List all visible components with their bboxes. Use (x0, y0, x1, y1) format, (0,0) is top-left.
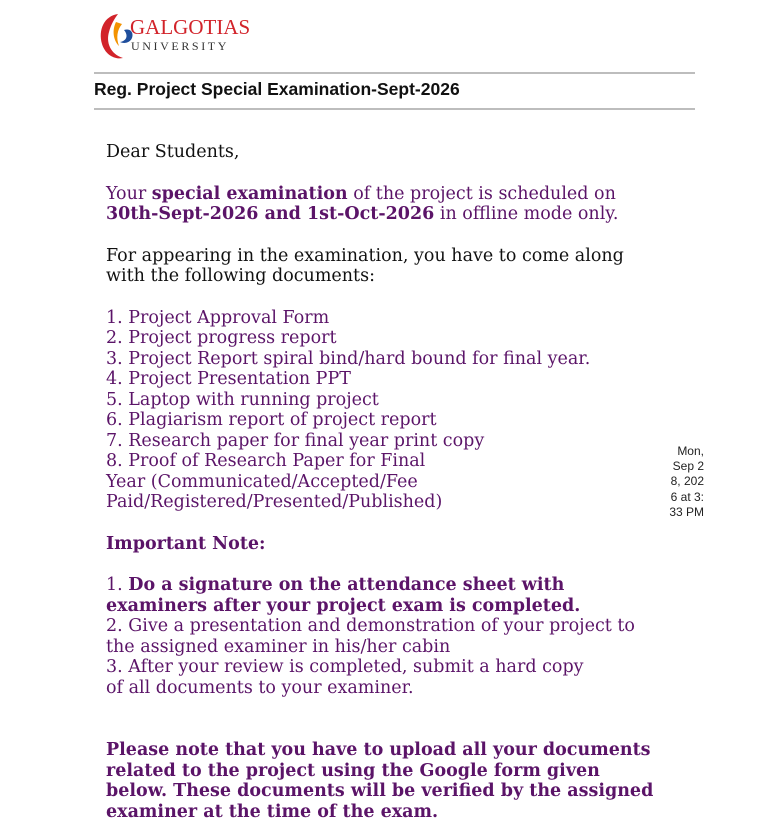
list-item: 4. Project Presentation PPT (106, 369, 351, 389)
important-notes (106, 575, 666, 698)
schedule-emphasis-dates: 30th-Sept-2026 and 1st-Oct-2026 (106, 204, 435, 224)
logo-text-main: GALGOTIAS (130, 15, 251, 39)
documents-list (106, 308, 666, 513)
logo-emblem-icon (101, 14, 133, 58)
header-divider-bottom (94, 108, 695, 110)
email-body (106, 142, 666, 822)
greeting: Dear Students, (106, 142, 240, 162)
list-item: 3. Project Report spiral bind/hard bound for final year. (106, 348, 591, 369)
schedule-emphasis-exam: special examination (151, 183, 348, 204)
note-item: 2. Give a presentation and demonstration of your project to the assigned examiner in his/her cabin (106, 616, 635, 657)
schedule-paragraph: Your special examination of the project is scheduled on 30th-Sept-2026 and 1st-Oct-2026 in offline mode only. (106, 183, 619, 224)
note-item: 3. After your review is completed, submit a hard copy of all documents to your examiner. (106, 657, 584, 698)
list-item: 8. Proof of Research Paper for Final Year (Communicated/Accepted/Fee Paid/Registered/Presented/Published) (106, 451, 443, 512)
intro-paragraph: For appearing in the examination, you have to come along with the following documents: (106, 245, 624, 286)
upload-instruction: Please note that you have to upload all your documents related to the project using the Google form given below. These documents will be verified by the assigned examiner at the time of the exam. (106, 740, 654, 822)
logo-text-sub: UNIVERSITY (131, 39, 229, 53)
list-item: 6. Plagiarism report of project report (106, 410, 437, 430)
university-logo (96, 8, 251, 64)
email-timestamp: Mon, Sep 28, 2026 at 3:33 PM (669, 444, 704, 519)
list-item: 1. Project Approval Form (106, 307, 330, 328)
important-note-heading: Important Note: (106, 533, 266, 554)
note-item: 1. Do a signature on the attendance sheet with examiners after your project exam is completed. (106, 575, 581, 616)
email-subject: Reg. Project Special Examination-Sept-2026 (94, 79, 460, 99)
list-item: 2. Project progress report (106, 328, 337, 348)
list-item: 7. Research paper for final year print copy (106, 430, 485, 451)
header-divider-top (94, 72, 695, 74)
list-item: 5. Laptop with running project (106, 389, 379, 410)
